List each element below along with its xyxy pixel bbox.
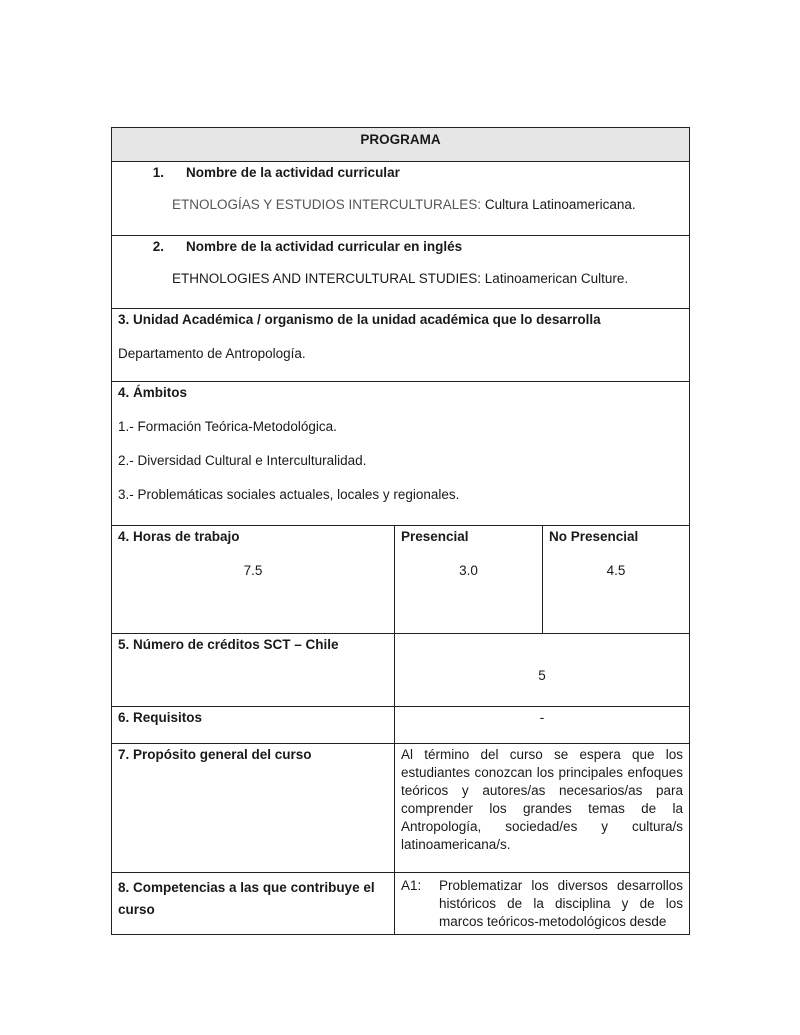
section2-row: [112, 236, 690, 309]
competencies-heading: 8. Competencias a las que contribuye el curso: [118, 880, 375, 917]
hours-total-cell: [112, 526, 395, 634]
competencies-heading-cell: [112, 873, 395, 935]
section4-row: [112, 382, 690, 526]
competency-text: Problematizar los diversos desarrollos históricos de la disciplina y de los marcos teóricos-metodológicos desde: [439, 878, 684, 929]
section4-cell: [112, 382, 690, 526]
program-document: [111, 127, 689, 935]
hours-total-value: 7.5: [243, 563, 263, 578]
section1-value-part2: Cultura Latinoamericana.: [481, 197, 636, 212]
header-row: [112, 128, 690, 162]
presencial-value: 3.0: [459, 563, 478, 578]
credits-value: 5: [538, 668, 546, 683]
section2-cell: [112, 236, 690, 309]
section3-heading: 3. Unidad Académica / organismo de la unidad académica que lo desarrolla: [118, 312, 601, 327]
section2-number: 2.: [152, 239, 164, 254]
credits-heading-cell: [112, 634, 395, 707]
requirements-row: [112, 707, 690, 744]
section1-row: [112, 162, 690, 236]
competencies-row: [112, 873, 690, 935]
competency-item: [401, 877, 683, 931]
hours-row: [112, 526, 690, 634]
section1-value: [118, 196, 683, 214]
program-title: PROGRAMA: [112, 128, 690, 162]
requirements-heading-cell: [112, 707, 395, 744]
section1-heading-text: Nombre de la actividad curricular: [186, 165, 400, 180]
section3-value: Departamento de Antropología.: [118, 346, 306, 361]
no-presencial-label: No Presencial: [549, 529, 639, 544]
purpose-value-cell: [395, 744, 690, 873]
ambito-item: 3.- Problemáticas sociales actuales, locales y regionales.: [118, 487, 460, 502]
section1-value-part1: ETNOLOGÍAS Y ESTUDIOS INTERCULTURALES:: [172, 197, 482, 212]
section1-heading: [118, 164, 683, 182]
ambito-item: 2.- Diversidad Cultural e Interculturalidad.: [118, 453, 367, 468]
purpose-heading-cell: [112, 744, 395, 873]
competency-code: A1:: [401, 878, 422, 893]
hours-presencial-cell: [395, 526, 543, 634]
purpose-row: [112, 744, 690, 873]
section2-heading: [118, 238, 683, 256]
purpose-heading: 7. Propósito general del curso: [118, 747, 312, 762]
presencial-label: Presencial: [401, 529, 469, 544]
section3-cell: [112, 309, 690, 382]
program-table: [111, 127, 690, 935]
no-presencial-value: 4.5: [606, 563, 626, 578]
hours-heading: 4. Horas de trabajo: [118, 529, 240, 544]
section2-heading-text: Nombre de la actividad curricular en inglés: [186, 239, 463, 254]
hours-no-presencial-cell: [543, 526, 690, 634]
section4-heading: 4. Ámbitos: [118, 385, 188, 400]
competencies-value-cell: [395, 873, 690, 935]
credits-row: [112, 634, 690, 707]
ambito-item: 1.- Formación Teórica-Metodológica.: [118, 419, 337, 434]
section1-cell: [112, 162, 690, 236]
section3-row: [112, 309, 690, 382]
section2-value: ETHNOLOGIES AND INTERCULTURAL STUDIES: Latinoamerican Culture.: [172, 271, 629, 286]
credits-heading: 5. Número de créditos SCT – Chile: [118, 637, 339, 652]
requirements-value-cell: [395, 707, 690, 744]
requirements-value: -: [539, 710, 545, 725]
credits-value-cell: [395, 634, 690, 707]
purpose-value: Al término del curso se espera que los estudiantes conozcan los principales enfoques teóricos y autores/as necesarios/as para comprender los grandes temas de la Antropología, sociedad/es y cultura/s latinoamericana/s.: [401, 747, 684, 852]
section1-number: 1.: [152, 165, 164, 180]
requirements-heading: 6. Requisitos: [118, 710, 203, 725]
